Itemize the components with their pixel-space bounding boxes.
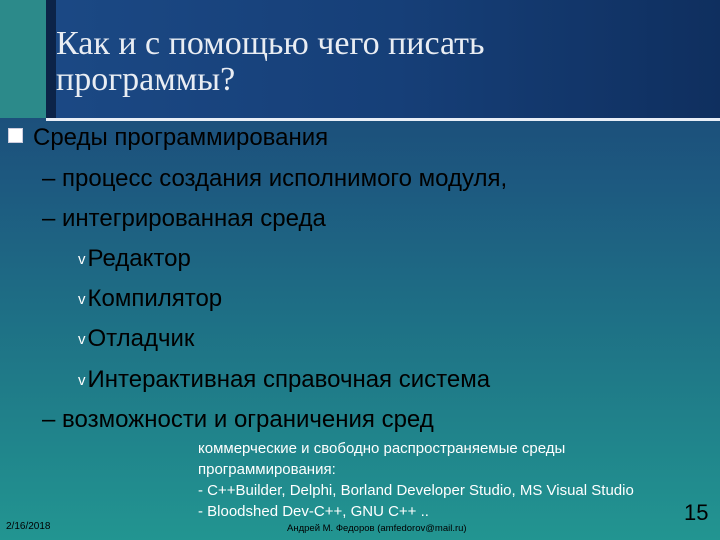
bullet-level3-text: Отладчик xyxy=(87,325,195,352)
bullet-level3-text: Редактор xyxy=(87,245,191,272)
note-line: - Bloodshed Dev-C++, GNU C++ .. xyxy=(198,503,429,520)
slide-title-line2: программы? xyxy=(56,61,236,98)
bullet-level3-help xyxy=(78,364,490,397)
bullet-level2-a: – процесс создания исполнимого модуля, xyxy=(42,165,508,192)
title-divider xyxy=(46,118,720,121)
slide-title xyxy=(56,26,696,98)
check-bullet-icon: v xyxy=(78,291,86,308)
accent-bar-dark xyxy=(46,0,56,118)
bullet-level2-c: – возможности и ограничения сред xyxy=(42,406,434,433)
accent-bar xyxy=(0,0,46,118)
bullet-level1 xyxy=(8,122,328,154)
check-bullet-icon: v xyxy=(78,331,86,348)
square-bullet-icon xyxy=(8,128,23,143)
bullet-level3-debugger xyxy=(78,323,194,356)
note-line: - C++Builder, Delphi, Borland Developer Studio, MS Visual Studio xyxy=(198,482,634,499)
footer-author: Андрей М. Федоров (amfedorov@mail.ru) xyxy=(287,523,467,534)
slide-title-line1: Как и с помощью чего писать xyxy=(56,25,485,62)
note-block xyxy=(198,438,720,522)
bullet-level3-editor xyxy=(78,243,191,276)
bullet-level3-compiler xyxy=(78,283,222,316)
bullet-level3-text: Интерактивная справочная система xyxy=(87,366,491,393)
bullet-level2-b: – интегрированная среда xyxy=(42,205,326,232)
bullet-level1-text: Среды программирования xyxy=(33,124,329,151)
footer-date: 2/16/2018 xyxy=(6,521,51,532)
check-bullet-icon: v xyxy=(78,372,86,389)
bullet-level3-text: Компилятор xyxy=(87,285,223,312)
note-line: коммерческие и свободно распространяемые среды xyxy=(198,440,566,457)
check-bullet-icon: v xyxy=(78,251,86,268)
note-line: программирования: xyxy=(198,461,336,478)
slide-number: 15 xyxy=(684,500,709,525)
